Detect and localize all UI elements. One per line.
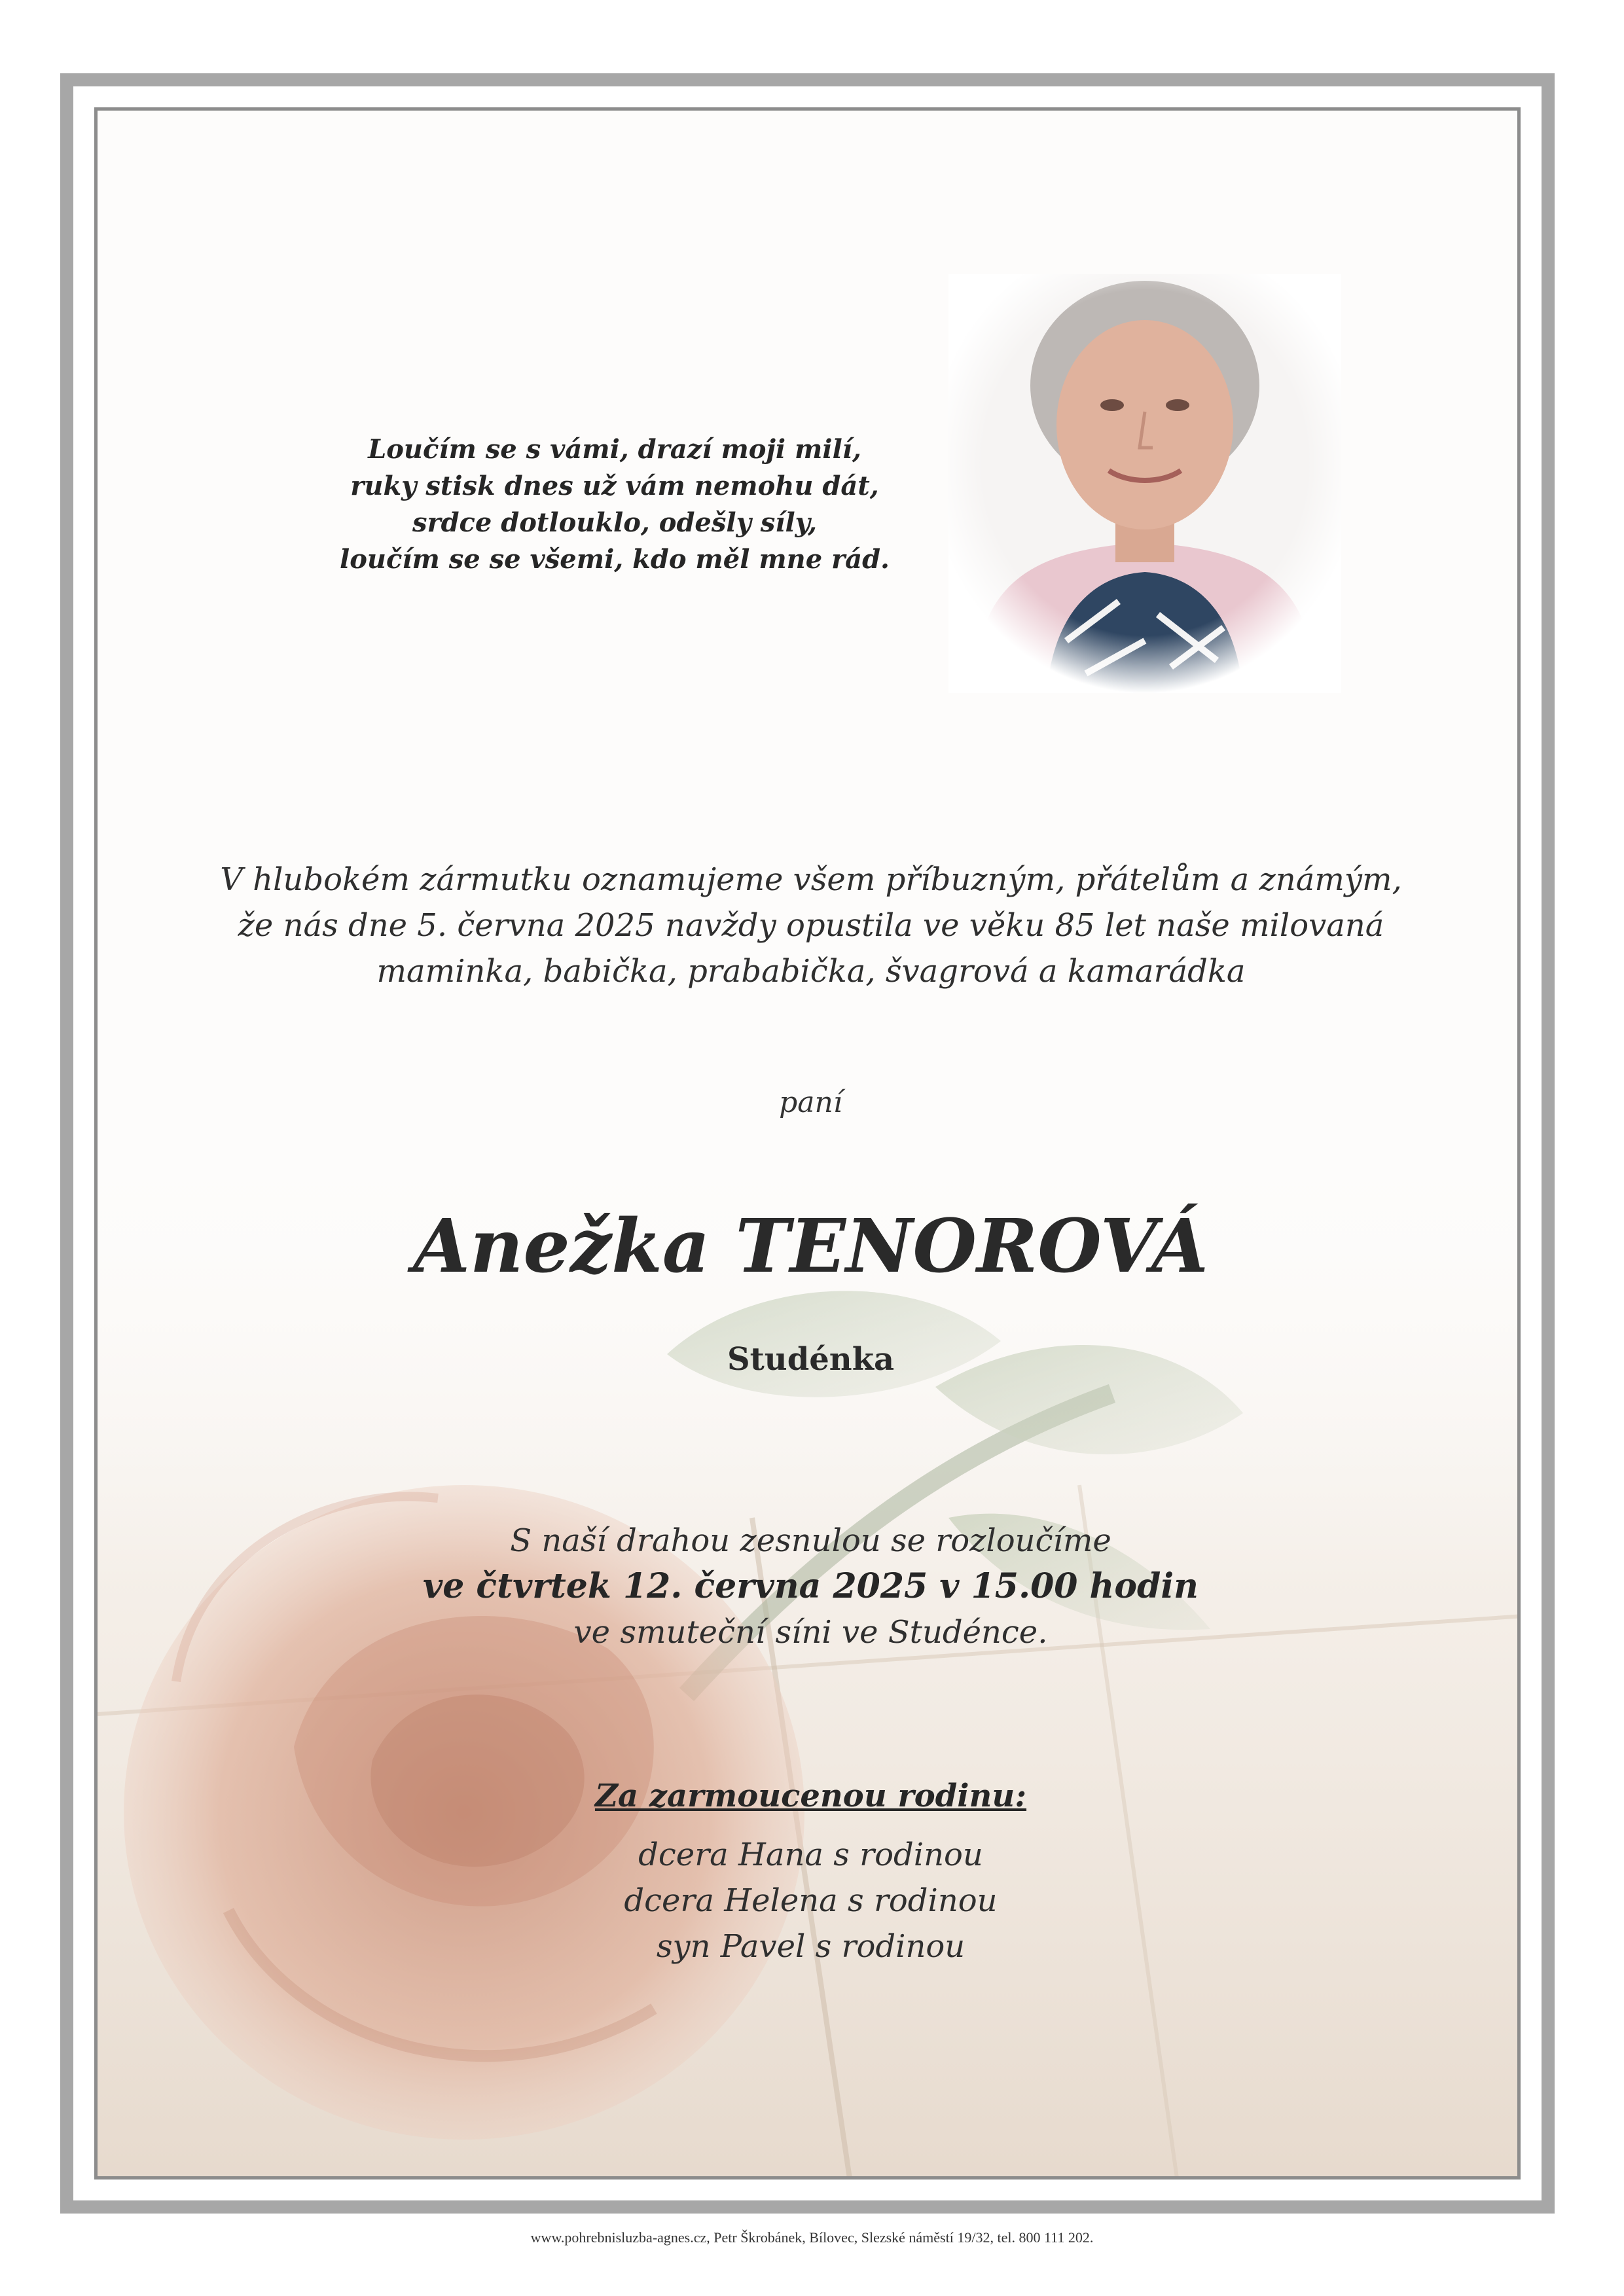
announcement-line: V hlubokém zármutku oznamujeme všem příbuzným, přátelům a známým, bbox=[220, 861, 1402, 898]
announcement-line: že nás dne 5. června 2025 navždy opustila ve věku 85 let naše milovaná bbox=[238, 907, 1384, 944]
family-section bbox=[98, 1773, 1521, 1969]
family-heading: Za zarmoucenou rodinu: bbox=[594, 1778, 1027, 1814]
poem-line: srdce dotlouklo, odešly síly, bbox=[412, 507, 818, 538]
family-member: dcera Helena s rodinou bbox=[624, 1882, 998, 1919]
family-member: syn Pavel s rodinou bbox=[656, 1928, 965, 1965]
poem-line: loučím se se všemi, kdo měl mne rád. bbox=[340, 544, 890, 575]
honorific: paní bbox=[779, 1086, 842, 1119]
poem-line: ruky stisk dnes už vám nemohu dát, bbox=[350, 471, 879, 501]
ceremony-info bbox=[98, 1518, 1521, 1655]
ceremony-line-1: S naší drahou zesnulou se rozloučíme bbox=[510, 1522, 1111, 1559]
ceremony-datetime: ve čtvrtek 12. června 2025 v 15.00 hodin bbox=[423, 1566, 1199, 1606]
ceremony-location: ve smuteční síni ve Studénce. bbox=[573, 1614, 1048, 1651]
obituary-card bbox=[94, 107, 1521, 2179]
deceased-place: Studénka bbox=[727, 1341, 895, 1378]
footer-contact: www.pohrebnisluzba-agnes.cz, Petr Škrobánek, Bílovec, Slezské náměstí 19/32, tel. 800 111 202. bbox=[530, 2229, 1094, 2246]
poem-line: Loučím se s vámi, drazí moji milí, bbox=[368, 434, 861, 465]
announcement-line: maminka, babička, prababička, švagrová a kamarádka bbox=[376, 953, 1246, 990]
portrait-photo bbox=[948, 274, 1341, 693]
death-announcement bbox=[189, 857, 1433, 994]
farewell-poem bbox=[320, 431, 909, 578]
family-member: dcera Hana s rodinou bbox=[638, 1837, 983, 1873]
deceased-name: Anežka TENOROVÁ bbox=[413, 1204, 1208, 1289]
